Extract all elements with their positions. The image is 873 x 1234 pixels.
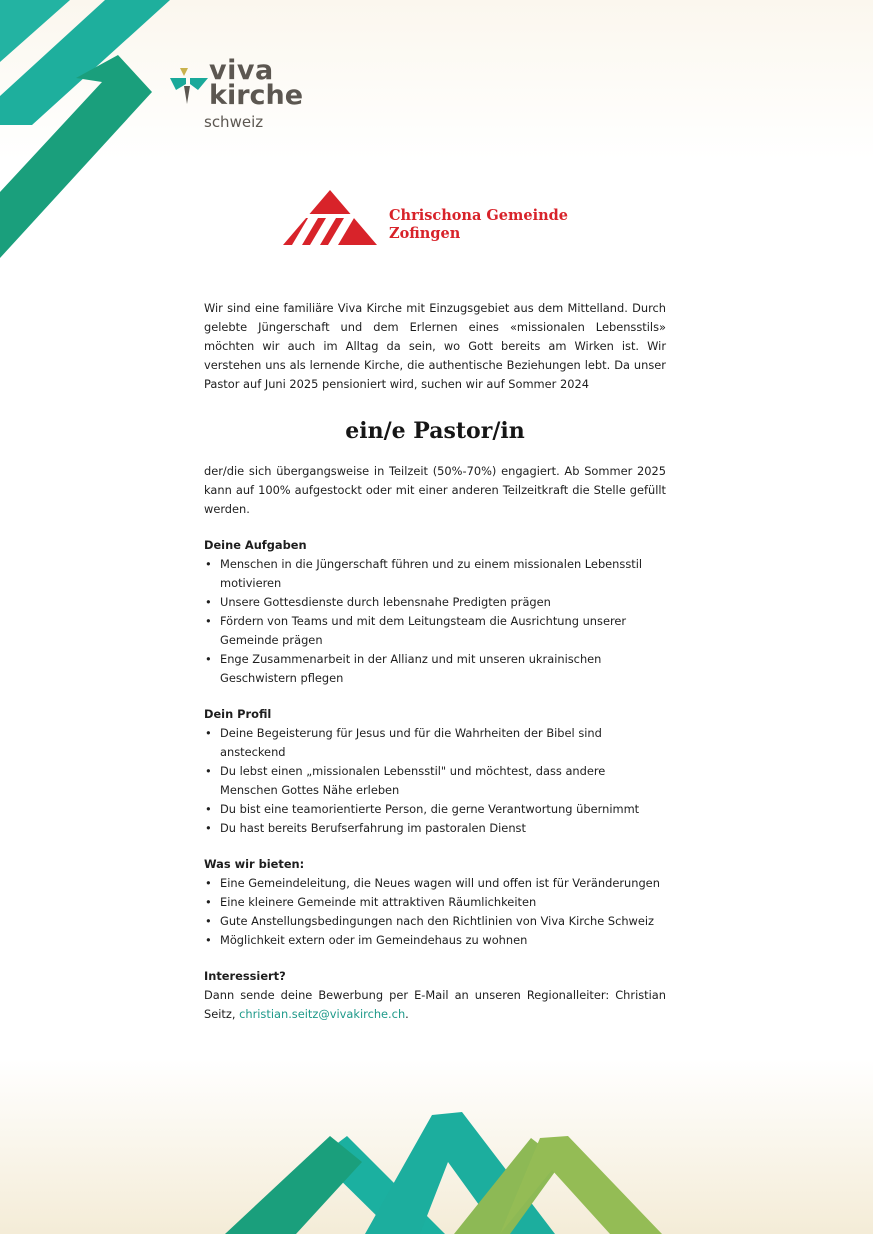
list-item: • Du hast bereits Berufserfahrung im pastoralen Dienst — [204, 819, 666, 838]
list-item: • Menschen in die Jüngerschaft führen und zu einem missionalen Lebensstil motivieren — [204, 555, 666, 593]
profil-list — [204, 724, 666, 838]
engagement-paragraph: der/die sich übergangsweise in Teilzeit (50%-70%) engagiert. Ab Sommer 2025 kann auf 100% aufgestockt oder mit einer anderen Teilzeitkraft die Stelle gefüllt werden. — [204, 464, 666, 516]
contact-text: Dann sende deine Bewerbung per E-Mail an unseren Regionalleiter: Christian Seitz, — [204, 988, 666, 1021]
section-heading-profil: Dein Profil — [204, 707, 272, 721]
viva-logo-line-viva: viva — [209, 55, 274, 86]
list-item: • Gute Anstellungsbedingungen nach den Richtlinien von Viva Kirche Schweiz — [204, 912, 666, 931]
list-item: • Eine Gemeindeleitung, die Neues wagen will und offen ist für Veränderungen — [204, 874, 666, 893]
contact-paragraph — [204, 986, 666, 1024]
chrischona-mountain-icon — [282, 190, 378, 246]
aufgaben-list — [204, 555, 666, 688]
contact-suffix: . — [405, 1007, 409, 1021]
viva-kirche-logo — [168, 52, 338, 138]
section-heading-interessiert: Interessiert? — [204, 969, 286, 983]
list-item: • Du lebst einen „missionalen Lebensstil" und möchtest, dass andere Menschen Gottes Nähe erleben — [204, 762, 666, 800]
job-posting-content — [204, 299, 666, 1024]
list-item: • Du bist eine teamorientierte Person, die gerne Verantwortung übernimmt — [204, 800, 666, 819]
list-item: • Deine Begeisterung für Jesus und für die Wahrheiten der Bibel sind ansteckend — [204, 724, 666, 762]
section-heading-aufgaben: Deine Aufgaben — [204, 538, 307, 552]
list-item: • Enge Zusammenarbeit in der Allianz und mit unseren ukrainischen Geschwistern pflegen — [204, 650, 666, 688]
job-title: ein/e Pastor/in — [345, 418, 525, 444]
bottom-mountain-decoration — [0, 1100, 873, 1234]
chrischona-logo — [282, 188, 582, 248]
bieten-list — [204, 874, 666, 950]
viva-logo-line-kirche: kirche — [209, 80, 304, 111]
viva-kirche-emblem-icon — [168, 68, 212, 112]
section-heading-bieten: Was wir bieten: — [204, 857, 305, 871]
list-item: • Möglichkeit extern oder im Gemeindehaus zu wohnen — [204, 931, 666, 950]
chrischona-logo-line1: Chrischona Gemeinde — [389, 207, 569, 224]
list-item: • Fördern von Teams und mit dem Leitungsteam die Ausrichtung unserer Gemeinde prägen — [204, 612, 666, 650]
intro-paragraph: Wir sind eine familiäre Viva Kirche mit Einzugsgebiet aus dem Mittelland. Durch gelebte Jüngerschaft und dem Erlernen eines «missionalen Lebensstils» möchten wir auch im Alltag da sein, wo Gott bereits am Wirken ist. Wir verstehen uns als lernende Kirche, die authentische Beziehungen lebt. Da unser Pastor auf Juni 2025 pensioniert wird, suchen wir auf Sommer 2024 — [204, 301, 666, 391]
viva-logo-line-schweiz: schweiz — [204, 113, 264, 131]
chrischona-logo-line2: Zofingen — [389, 225, 461, 242]
list-item: • Unsere Gottesdienste durch lebensnahe Predigten prägen — [204, 593, 666, 612]
contact-email-link[interactable]: christian.seitz@vivakirche.ch — [239, 1007, 406, 1021]
list-item: • Eine kleinere Gemeinde mit attraktiven Räumlichkeiten — [204, 893, 666, 912]
